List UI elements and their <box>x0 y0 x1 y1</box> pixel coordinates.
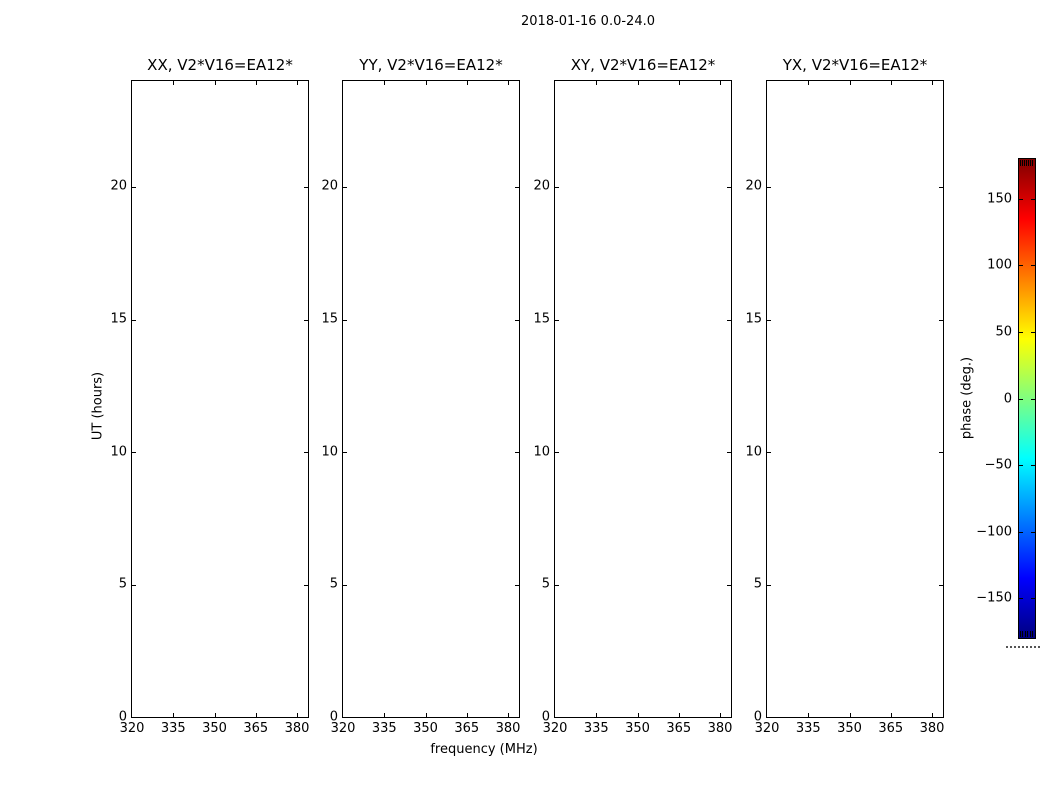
x-tick-label: 320 <box>119 721 145 736</box>
y-tick-mark <box>555 585 559 586</box>
y-tick-mark <box>132 585 136 586</box>
y-tick-mark <box>767 585 771 586</box>
x-tick-label: 320 <box>542 721 568 736</box>
y-tick-mark <box>515 187 519 188</box>
y-tick-label: 10 <box>110 444 127 460</box>
colorbar-comb-mark <box>1030 631 1031 637</box>
y-tick-mark <box>767 452 771 453</box>
y-tick-mark <box>939 585 943 586</box>
colorbar-comb-mark <box>1032 160 1033 166</box>
y-tick-mark <box>939 452 943 453</box>
y-tick-mark <box>304 452 308 453</box>
y-tick-label: 5 <box>753 576 762 592</box>
colorbar-comb-mark <box>1022 631 1023 637</box>
subplot-box-xx <box>131 80 309 718</box>
y-tick-mark <box>343 320 347 321</box>
colorbar-tick-mark <box>1031 465 1035 466</box>
y-tick-mark <box>304 320 308 321</box>
y-tick-mark <box>343 452 347 453</box>
x-tick-label: 320 <box>754 721 780 736</box>
x-tick-mark <box>384 81 385 85</box>
y-tick-mark <box>343 187 347 188</box>
y-tick-mark <box>767 320 771 321</box>
y-tick-mark <box>555 320 559 321</box>
x-tick-label: 335 <box>160 721 186 736</box>
subplot-box-yx <box>766 80 944 718</box>
x-tick-mark <box>173 713 174 717</box>
x-tick-label: 320 <box>330 721 356 736</box>
subplot-title-xy: XY, V2*V16=EA12* <box>570 56 716 74</box>
colorbar-comb-mark <box>1028 160 1029 166</box>
y-tick-label: 20 <box>321 178 338 194</box>
y-tick-mark <box>132 187 136 188</box>
y-tick-mark <box>727 585 731 586</box>
x-tick-mark <box>508 713 509 717</box>
y-tick-mark <box>939 320 943 321</box>
colorbar-tick-mark <box>1031 399 1035 400</box>
y-tick-mark <box>132 452 136 453</box>
ut-axis-label: UT (hours) <box>90 371 106 441</box>
subplot-box-xy <box>554 80 732 718</box>
colorbar-comb-mark <box>1027 631 1028 637</box>
colorbar-comb-mark <box>1020 160 1021 166</box>
x-tick-label: 365 <box>243 721 269 736</box>
colorbar-comb-mark <box>1026 160 1027 166</box>
subplot-title-yy: YY, V2*V16=EA12* <box>359 56 503 74</box>
x-tick-mark <box>256 81 257 85</box>
y-tick-label: 10 <box>745 444 762 460</box>
y-tick-label: 10 <box>533 444 550 460</box>
y-tick-label: 15 <box>110 311 127 327</box>
y-tick-label: 15 <box>745 311 762 327</box>
x-tick-mark <box>808 81 809 85</box>
x-tick-label: 365 <box>878 721 904 736</box>
x-tick-mark <box>467 81 468 85</box>
y-tick-mark <box>767 187 771 188</box>
colorbar-tick-label: 150 <box>987 191 1012 207</box>
y-tick-label: 20 <box>110 178 127 194</box>
y-tick-label: 15 <box>321 311 338 327</box>
colorbar-tick-mark <box>1019 465 1023 466</box>
y-tick-label: 5 <box>329 576 338 592</box>
x-tick-label: 350 <box>625 721 650 736</box>
x-tick-mark <box>638 713 639 717</box>
colorbar-tick-label: 50 <box>995 324 1012 340</box>
y-tick-label: 20 <box>745 178 762 194</box>
colorbar-comb-mark <box>1025 631 1026 637</box>
x-tick-mark <box>256 713 257 717</box>
x-tick-label: 350 <box>202 721 227 736</box>
colorbar-tick-mark <box>1019 199 1023 200</box>
y-tick-label: 0 <box>541 709 550 725</box>
x-tick-label: 365 <box>454 721 480 736</box>
x-tick-label: 380 <box>284 721 310 736</box>
colorbar-tick-mark <box>1031 265 1035 266</box>
y-tick-label: 15 <box>533 311 550 327</box>
y-tick-label: 0 <box>329 709 338 725</box>
x-tick-mark <box>215 713 216 717</box>
y-tick-mark <box>939 187 943 188</box>
colorbar-tick-mark <box>1031 532 1035 533</box>
colorbar-tick-mark <box>1031 598 1035 599</box>
x-tick-mark <box>932 81 933 85</box>
x-tick-mark <box>720 81 721 85</box>
x-tick-mark <box>638 81 639 85</box>
x-tick-mark <box>173 81 174 85</box>
colorbar-tick-mark <box>1019 332 1023 333</box>
y-tick-label: 20 <box>533 178 550 194</box>
x-tick-mark <box>596 713 597 717</box>
y-tick-mark <box>555 452 559 453</box>
colorbar-tick-label: −50 <box>984 457 1012 473</box>
x-tick-mark <box>426 81 427 85</box>
x-tick-mark <box>467 713 468 717</box>
x-tick-mark <box>679 713 680 717</box>
colorbar-tick-mark <box>1019 265 1023 266</box>
x-tick-label: 350 <box>413 721 438 736</box>
y-tick-label: 10 <box>321 444 338 460</box>
y-tick-label: 5 <box>541 576 550 592</box>
x-tick-label: 335 <box>371 721 397 736</box>
x-tick-mark <box>891 81 892 85</box>
x-tick-mark <box>426 713 427 717</box>
frequency-axis-label: frequency (MHz) <box>430 742 538 757</box>
x-tick-label: 380 <box>919 721 945 736</box>
y-tick-mark <box>515 585 519 586</box>
x-tick-mark <box>508 81 509 85</box>
x-tick-mark <box>596 81 597 85</box>
x-tick-label: 350 <box>837 721 862 736</box>
y-tick-mark <box>727 187 731 188</box>
y-tick-mark <box>304 187 308 188</box>
x-tick-mark <box>932 713 933 717</box>
colorbar-tick-label: −150 <box>976 590 1012 606</box>
x-tick-mark <box>850 81 851 85</box>
x-tick-mark <box>215 81 216 85</box>
y-tick-label: 0 <box>753 709 762 725</box>
x-tick-label: 380 <box>707 721 733 736</box>
y-tick-mark <box>132 320 136 321</box>
x-tick-label: 380 <box>495 721 521 736</box>
x-tick-mark <box>808 713 809 717</box>
y-tick-mark <box>343 585 347 586</box>
colorbar-tick-mark <box>1019 399 1023 400</box>
y-tick-mark <box>304 585 308 586</box>
x-tick-mark <box>850 713 851 717</box>
x-tick-mark <box>679 81 680 85</box>
colorbar-comb-mark <box>1032 631 1033 637</box>
colorbar-dotted-line <box>1006 646 1040 648</box>
subplot-title-xx: XX, V2*V16=EA12* <box>147 56 293 74</box>
x-tick-mark <box>297 81 298 85</box>
colorbar-tick-label: 100 <box>987 257 1012 273</box>
subplot-box-yy <box>342 80 520 718</box>
y-tick-mark <box>555 187 559 188</box>
colorbar-comb-mark <box>1024 160 1025 166</box>
colorbar-comb-mark <box>1022 160 1023 166</box>
y-tick-mark <box>515 452 519 453</box>
x-tick-label: 335 <box>583 721 609 736</box>
colorbar-tick-mark <box>1031 199 1035 200</box>
x-tick-label: 365 <box>666 721 692 736</box>
figure-title: 2018-01-16 0.0-24.0 <box>521 14 655 29</box>
x-tick-mark <box>384 713 385 717</box>
x-tick-label: 335 <box>795 721 821 736</box>
colorbar-tick-mark <box>1019 598 1023 599</box>
colorbar-tick-label: −100 <box>976 524 1012 540</box>
y-tick-label: 5 <box>118 576 127 592</box>
y-tick-mark <box>727 452 731 453</box>
subplot-title-yx: YX, V2*V16=EA12* <box>782 56 928 74</box>
colorbar-tick-mark <box>1019 532 1023 533</box>
x-tick-mark <box>297 713 298 717</box>
colorbar-comb-mark <box>1030 160 1031 166</box>
y-tick-mark <box>515 320 519 321</box>
colorbar-comb-mark <box>1020 631 1021 637</box>
colorbar-tick-mark <box>1031 332 1035 333</box>
colorbar-tick-label: 0 <box>1003 391 1012 406</box>
y-tick-mark <box>727 320 731 321</box>
x-tick-mark <box>891 713 892 717</box>
colorbar-label: phase (deg.) <box>959 356 975 440</box>
x-tick-mark <box>720 713 721 717</box>
y-tick-label: 0 <box>118 709 127 725</box>
